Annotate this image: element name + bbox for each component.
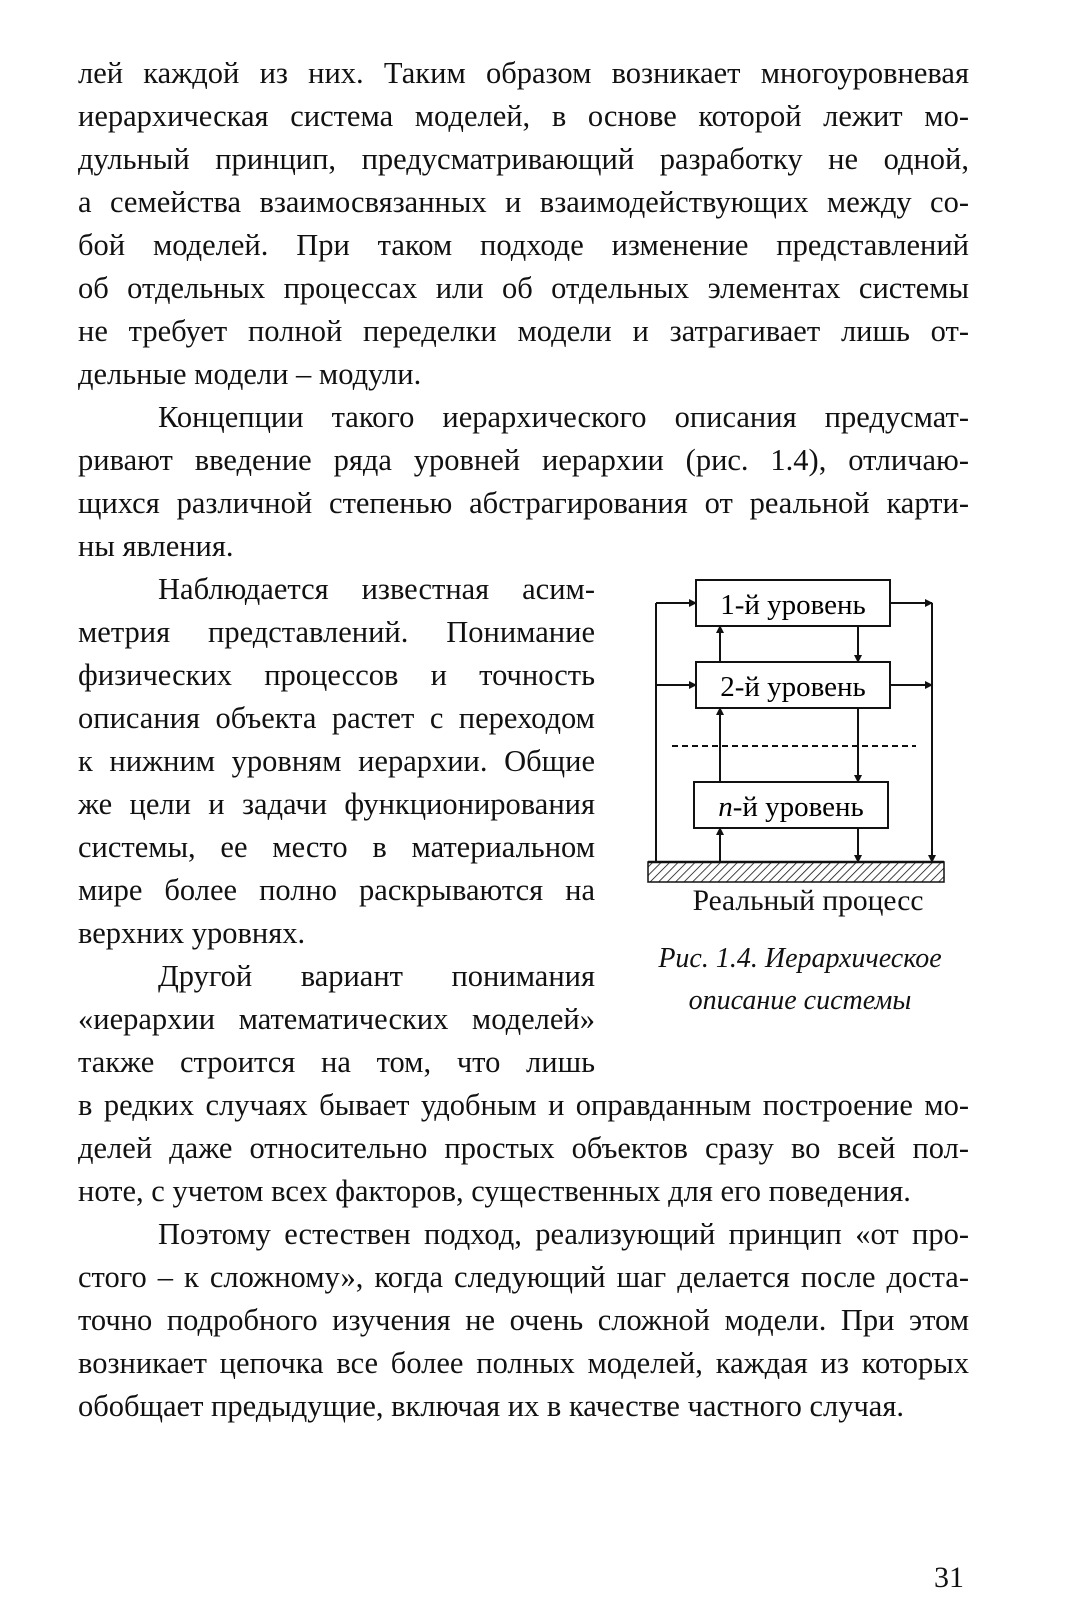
hierarchy-diagram [630,562,970,892]
text-line: Другой вариант понимания [158,959,595,993]
real-process-label: Реальный процесс [692,885,924,917]
text-line: а семейства взаимосвязанных и взаимодействующих между со- [78,185,969,219]
text-line: к нижним уровням иерархии. Общие [78,744,595,778]
text-line: «иерархии математических моделей» [78,1002,595,1036]
text-line: мире более полно раскрываются на [78,873,595,907]
text-line: системы, ее место в материальном [78,830,595,864]
text-line: щихся различной степенью абстрагирования от реальной карти- [78,486,969,520]
text-line: верхних уровнях. [78,916,306,950]
level-n-label [718,791,864,823]
text-line: дельные модели – модули. [78,357,422,391]
level-2-label: 2-й уровень [720,671,866,703]
text-line: возникает цепочка все более полных моделей, каждая из которых [78,1346,969,1380]
text-line: в редких случаях бывает удобным и оправданным построение мо- [78,1088,969,1122]
text-line: об отдельных процессах или об отдельных элементах системы [78,271,969,305]
figure-caption-line-2: описание системы [688,985,912,1016]
text-line: метрия представлений. Понимание [78,615,595,649]
text-line: обобщает предыдущие, включая их в качестве частного случая. [78,1389,904,1423]
level-n-suffix: -й уровень [732,791,864,823]
text-line: делей даже относительно простых объектов сразу во всей пол- [78,1131,969,1165]
text-line: точно подробного изучения не очень сложной модели. При этом [78,1303,969,1337]
hierarchy-figure [630,562,970,1032]
text-line: ны явления. [78,529,234,563]
text-line: ривают введение ряда уровней иерархии (рис. 1.4), отличаю- [78,443,969,477]
text-line: физических процессов и точность [78,658,595,692]
text-line: также строится на том, что лишь [78,1045,595,1079]
text-line: бой моделей. При таком подходе изменение представлений [78,228,969,262]
text-line: Поэтому естествен подход, реализующий принцип «от про- [158,1217,969,1251]
text-line: ноте, с учетом всех факторов, существенных для его поведения. [78,1174,911,1208]
text-line: не требует полной переделки модели и затрагивает лишь от- [78,314,969,348]
text-line: иерархическая система моделей, в основе которой лежит мо- [78,99,969,133]
real-process-hatch [648,862,944,882]
text-line: Наблюдается известная асим- [158,572,595,606]
text-line: описания объекта растет с переходом [78,701,595,735]
level-1-label: 1-й уровень [720,589,866,621]
figure-caption-line-1: Рис. 1.4. Иерархическое [658,943,942,974]
text-line: же цели и задачи функционирования [78,787,595,821]
text-line: Концепции такого иерархического описания предусмат- [158,400,969,434]
text-line: лей каждой из них. Таким образом возникает многоуровневая [78,56,969,90]
page-number: 31 [934,1561,964,1594]
level-n-letter: n [718,791,733,823]
text-line: дульный принцип, предусматривающий разработку не одной, [78,142,969,176]
text-line: стого – к сложному», когда следующий шаг делается после доста- [78,1260,969,1294]
